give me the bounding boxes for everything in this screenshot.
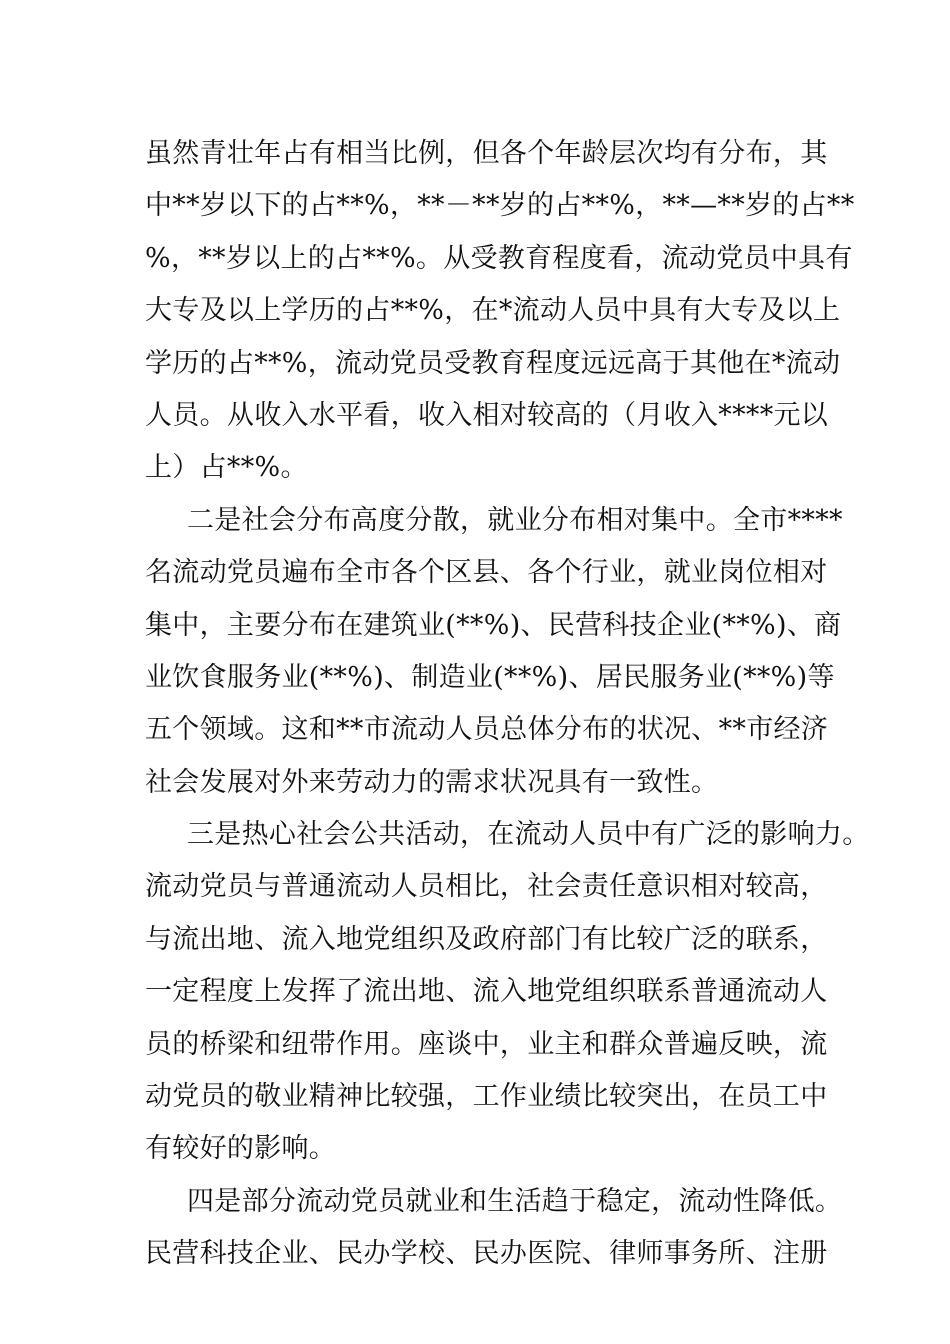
text-line: 民营科技企业、民办学校、民办医院、律师事务所、注册 — [145, 1238, 828, 1270]
text-line: 流动党员与普通流动人员相比，社会责任意识相对较高， — [145, 871, 828, 903]
text-line: 动党员的敬业精神比较强，工作业绩比较突出，在员工中 — [145, 1081, 828, 1113]
text-line: 员的桥梁和纽带作用。座谈中，业主和群众普遍反映，流 — [145, 1028, 828, 1060]
text-line: 与流出地、流入地党组织及政府部门有比较广泛的联系， — [145, 923, 828, 955]
text-line: 人员。从收入水平看，收入相对较高的（月收入****元以 — [145, 399, 829, 431]
text-line: 五个领域。这和**市流动人员总体分布的状况、**市经济 — [145, 714, 829, 746]
text-line: 上）占**%。 — [145, 452, 308, 484]
text-line: 虽然青壮年占有相当比例，但各个年龄层次均有分布，其 — [145, 138, 828, 169]
text-line: 一定程度上发挥了流出地、流入地党组织联系普通流动人 — [145, 976, 828, 1008]
text-line: 集中，主要分布在建筑业(**%)、民营科技企业(**%)、商 — [145, 609, 842, 641]
paragraph-start-line: 三是热心社会公共活动，在流动人员中有广泛的影响力。 — [187, 819, 870, 851]
text-line: 名流动党员遍布全市各个区县、各个行业，就业岗位相对 — [145, 557, 828, 589]
paragraph-start-line: 四是部分流动党员就业和生活趋于稳定，流动性降低。 — [187, 1185, 843, 1217]
text-line: 中**岁以下的占**%，**－**岁的占**%，**—**岁的占** — [145, 190, 855, 222]
paragraph-start-line: 二是社会分布高度分散，就业分布相对集中。全市**** — [187, 504, 843, 536]
text-line: 大专及以上学历的占**%，在*流动人员中具有大专及以上 — [145, 295, 841, 327]
document-body — [145, 128, 870, 1281]
text-line: 学历的占**%，流动党员受教育程度远远高于其他在*流动 — [145, 347, 841, 379]
text-line: %，**岁以上的占**%。从受教育程度看，流动党员中具有 — [145, 242, 853, 274]
text-line: 有较好的影响。 — [145, 1133, 337, 1165]
text-line: 社会发展对外来劳动力的需求状况具有一致性。 — [145, 766, 719, 798]
text-line: 业饮食服务业(**%)、制造业(**%)、居民服务业(**%)等 — [145, 661, 835, 693]
